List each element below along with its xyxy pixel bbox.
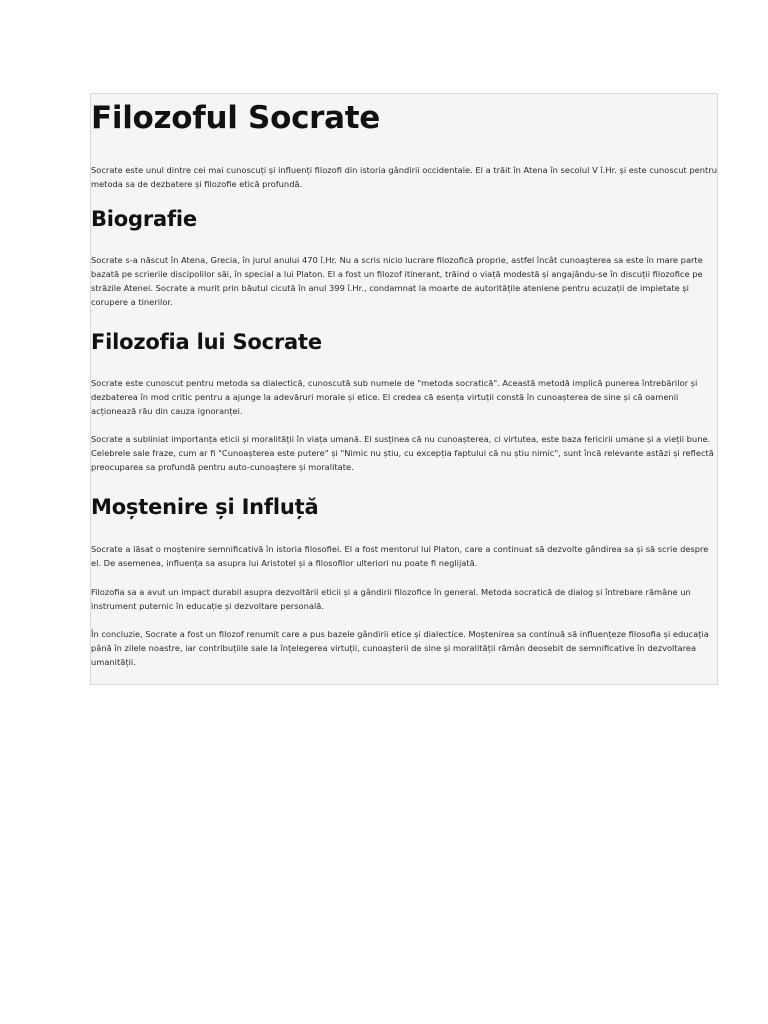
filozofia-paragraph-2: Socrate a subliniat importanța eticii și moralității în viața umană. El susținea că nu cunoașterea, ci virtutea, este baza fericirii umane și a vieții bune. Celebrele sale fraze, cum ar fi "Cunoașterea este putere" și "Nimic nu știu, cu excepția faptului că nu știu nimic", sunt încă relevante astăzi și reflectă preocuparea sa profundă pentru auto-cunoaștere și moralitate. <box>91 434 714 472</box>
mostenire-paragraph-3: În concluzie, Socrate a fost un filozof renumit care a pus bazele gândirii etice și dialectice. Moștenirea sa continuă să influențeze filosofia și educația până în zilele noastre, iar contribuțiile sale la înțelegerea virtuții, cunoașterii de sine și moralității rămân deosebit de semnificative în dezvoltarea umanității. <box>91 629 709 667</box>
page-title: Filozoful Socrate <box>91 100 380 136</box>
filozofia-paragraph-1: Socrate este cunoscut pentru metoda sa dialectică, cunoscută sub numele de "metoda socratică". Această metodă implică punerea întrebărilor și dezbaterea în mod critic pentru a ajunge la adevăruri morale și etice. El credea că esența virtuții constă în cunoașterea de sine și că oamenii acționează rău din cauza ignoranței. <box>91 378 698 416</box>
mostenire-paragraph-1: Socrate a lăsat o moștenire semnificativă în istoria filosofiei. El a fost mentorul lui Platon, care a continuat să dezvolte gândirea sa și să scrie despre el. De asemenea, influența sa asupra lui Aristotel și a filosofilor ulteriori nu poate fi neglijată. <box>91 544 709 568</box>
intro-paragraph: Socrate este unul dintre cei mai cunoscuți și influenți filozofi din istoria gândirii occidentale. El a trăit în Atena în secolul V î.Hr. și este cunoscut pentru metoda sa de dezbatere și filozofie etică profundă. <box>91 165 717 189</box>
article-container <box>90 93 718 685</box>
section-heading-filozofia: Filozofia lui Socrate <box>91 330 322 354</box>
biografie-paragraph: Socrate s-a născut în Atena, Grecia, în jurul anului 470 î.Hr. Nu a scris nicio lucrare filozofică proprie, astfel încât cunoașterea sa este în mare parte bazată pe scrierile discipolilor săi, în special a lui Platon. El a fost un filozof itinerant, trăind o viață modestă și angajându-se în discuții filozofice pe străzile Atenei. Socrate a murit prin băutul cicută în anul 399 î.Hr., condamnat la moarte de autoritățile ateniene pentru acuzații de impietate și corupere a tinerilor. <box>91 255 703 307</box>
section-heading-biografie: Biografie <box>91 207 197 231</box>
mostenire-paragraph-2: Filozofia sa a avut un impact durabil asupra dezvoltării eticii și a gândirii filozofice în general. Metoda socratică de dialog și întrebare rămâne un instrument puternic în educație și dezvoltare personală. <box>91 587 691 611</box>
section-heading-mostenire: Moștenire și Influță <box>91 495 319 519</box>
